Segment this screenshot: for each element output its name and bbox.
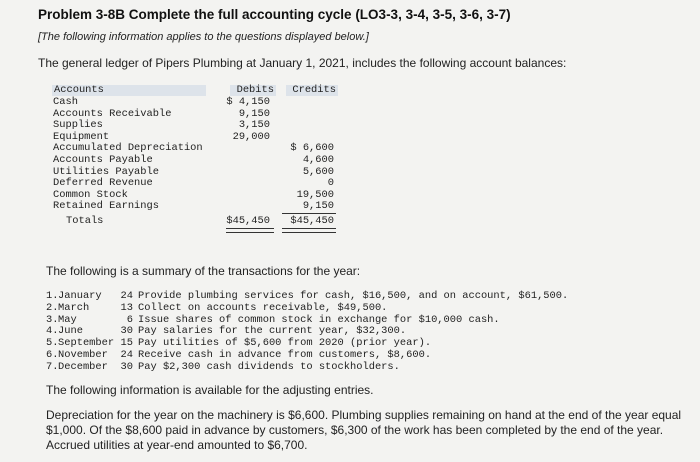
item-month: June — [58, 325, 83, 338]
header-credits: Credits — [286, 85, 338, 96]
ledger-intro: The general ledger of Pipers Plumbing at January 1, 2021, includes the following account balances: — [38, 56, 567, 70]
item-description: Pay utilities of $5,600 from 2020 (prior year). — [138, 337, 432, 350]
item-number: 5. — [46, 337, 59, 350]
account-name: Accounts Payable — [53, 154, 153, 166]
account-name: Accounts Receivable — [53, 107, 172, 120]
item-day: 13 — [120, 301, 133, 314]
credit-value: 9,150 — [302, 200, 334, 213]
transactions-lead: The following is a summary of the transactions for the year: — [46, 264, 361, 278]
item-number: 2. — [46, 301, 59, 314]
debit-value: 29,000 — [232, 130, 270, 143]
item-month: September — [58, 337, 115, 350]
credit-value: 19,500 — [296, 188, 334, 201]
item-description: Issue shares of common stock in exchange for $10,000 cash. — [138, 313, 500, 326]
account-name: Common Stock — [53, 188, 128, 201]
account-name: Deferred Revenue — [53, 177, 153, 190]
item-description: Provide plumbing services for cash, $16,500, and on account, $61,500. — [138, 290, 569, 302]
account-name: Utilities Payable — [53, 165, 160, 178]
item-number: 6. — [46, 349, 59, 361]
account-name: Retained Earnings — [53, 200, 160, 213]
adjusting-paragraph: Depreciation for the year on the machinery is $6,600. Plumbing supplies remaining on hand at the end of the year equal $1,000. Of the $8,600 paid in advance by customers, $6,300 of the work has been completed by the end of the year. Accrued utilities at year-end amounted to $6,700. — [46, 408, 682, 452]
ledger-totals-row — [52, 216, 338, 228]
credit-double-underline — [282, 228, 336, 233]
item-day: 24 — [120, 349, 133, 361]
account-name: Cash — [53, 96, 78, 108]
item-month: March — [58, 301, 90, 314]
item-month: November — [58, 349, 108, 361]
problem-subtitle: [The following information applies to the questions displayed below.] — [38, 31, 369, 43]
item-description: Pay $2,300 cash dividends to stockholders. — [138, 360, 400, 373]
item-month: May — [58, 313, 77, 326]
item-number: 1. — [46, 290, 59, 302]
header-debits: Debits — [230, 85, 276, 96]
account-name: Supplies — [53, 119, 103, 132]
item-number: 3. — [46, 313, 59, 326]
item-day: 24 — [120, 290, 133, 302]
ledger-row — [52, 201, 338, 213]
debit-value: 9,150 — [238, 107, 270, 120]
ledger-row — [52, 97, 338, 109]
totals-label: Totals — [66, 215, 104, 227]
credit-value: 4,600 — [302, 154, 334, 166]
debit-value: 3,150 — [238, 119, 270, 132]
adjusting-lead: The following information is available for the adjusting entries. — [46, 383, 374, 397]
item-number: 4. — [46, 325, 59, 338]
item-description: Collect on accounts receivable, $49,500. — [138, 301, 388, 314]
account-name: Equipment — [53, 130, 110, 143]
problem-title: Problem 3-8B Complete the full accounting cycle (LO3-3, 3-4, 3-5, 3-6, 3-7) — [38, 7, 511, 22]
total-debit: $45,450 — [226, 215, 270, 227]
header-accounts: Accounts — [52, 85, 206, 96]
item-day: 6 — [126, 313, 133, 326]
item-description: Receive cash in advance from customers, $8,600. — [138, 349, 432, 361]
item-day: 30 — [120, 360, 133, 373]
credit-value: 5,600 — [302, 165, 334, 178]
account-name: Accumulated Depreciation — [53, 142, 203, 155]
total-credit: $45,450 — [290, 215, 334, 227]
item-day: 30 — [120, 325, 133, 338]
ledger-row — [52, 155, 338, 167]
debit-double-underline — [226, 228, 274, 233]
credit-value: 0 — [327, 177, 334, 190]
item-number: 7. — [46, 360, 59, 373]
debit-value: $ 4,150 — [226, 96, 270, 108]
item-description: Pay salaries for the current year, $32,300. — [138, 325, 407, 338]
item-month: January — [58, 290, 102, 302]
general-ledger-table — [52, 85, 338, 230]
item-month: December — [58, 360, 108, 373]
credit-underline — [282, 213, 336, 214]
credit-value: $ 6,600 — [290, 142, 334, 155]
item-day: 15 — [120, 337, 133, 350]
